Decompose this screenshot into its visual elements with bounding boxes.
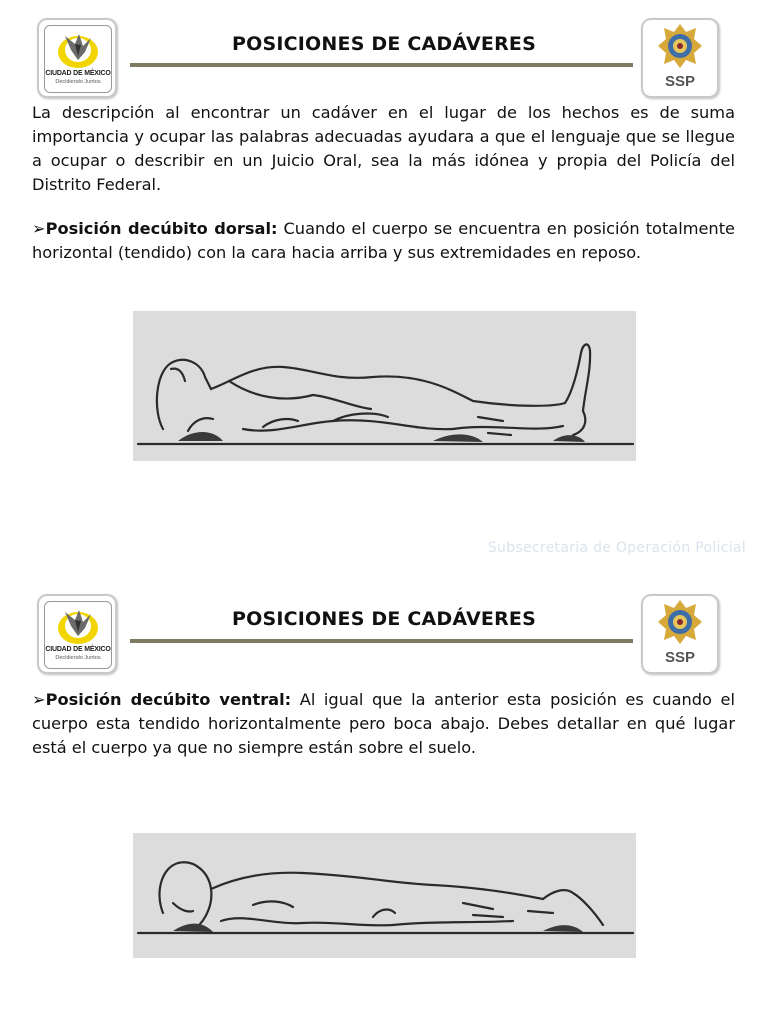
intro-paragraph: La descripción al encontrar un cadáver en el lugar de los hechos es de suma importancia y ocupar las palabras adecuadas ayudara a que el lenguaje que se llegue a ocupar o describir en un Juicio Oral, sea la más idónea y propia del Policía del Distrito Federal. bbox=[32, 103, 735, 194]
definition-ventral bbox=[32, 688, 735, 760]
title-rule bbox=[130, 639, 633, 643]
police-badge-icon bbox=[643, 20, 717, 74]
cdmx-logo-subtitle: Decidiendo Juntos bbox=[55, 79, 101, 85]
page-title: POSICIONES DE CADÁVERES bbox=[232, 33, 536, 55]
cdmx-logo bbox=[37, 18, 117, 98]
cdmx-logo-subtitle: Decidiendo Juntos bbox=[55, 655, 101, 661]
definition-term: Posición decúbito ventral: bbox=[45, 690, 292, 709]
page-title: POSICIONES DE CADÁVERES bbox=[232, 608, 536, 630]
cdmx-emblem bbox=[44, 601, 112, 669]
figure-ventral bbox=[133, 833, 636, 958]
ssp-logo-label: SSP bbox=[664, 73, 695, 90]
ssp-logo bbox=[641, 18, 719, 98]
footer-watermark: Subsecretaria de Operación Policial bbox=[487, 540, 746, 556]
ssp-logo-label: SSP bbox=[664, 649, 695, 666]
body-supine-illustration-icon bbox=[133, 311, 636, 461]
cdmx-logo bbox=[37, 594, 117, 674]
police-badge-icon bbox=[643, 596, 717, 650]
figure-dorsal bbox=[133, 311, 636, 461]
body-prone-illustration-icon bbox=[133, 833, 636, 958]
ssp-logo bbox=[641, 594, 719, 674]
cdmx-emblem bbox=[44, 25, 112, 93]
definition-text: Cuando el cuerpo se encuentra en posición totalmente horizontal (tendido) con la cara hacia arriba y sus extremidades en reposo. bbox=[32, 219, 736, 262]
bullet-icon: ➢ bbox=[32, 219, 46, 238]
bullet-icon: ➢ bbox=[32, 690, 46, 709]
definition-text: Al igual que la anterior esta posición es cuando el cuerpo esta tendido horizontalmente pero boca abajo. Debes detallar en qué lugar está el cuerpo ya que no siempre están sobre el suelo. bbox=[32, 690, 736, 757]
definition-dorsal bbox=[32, 217, 735, 265]
cdmx-logo-text: CIUDAD DE MÉXICO bbox=[45, 646, 111, 653]
definition-term: Posición decúbito dorsal: bbox=[45, 219, 278, 238]
hummingbird-icon bbox=[45, 602, 111, 646]
hummingbird-icon bbox=[45, 26, 111, 70]
title-rule bbox=[130, 63, 633, 67]
cdmx-logo-text: CIUDAD DE MÉXICO bbox=[45, 70, 111, 77]
